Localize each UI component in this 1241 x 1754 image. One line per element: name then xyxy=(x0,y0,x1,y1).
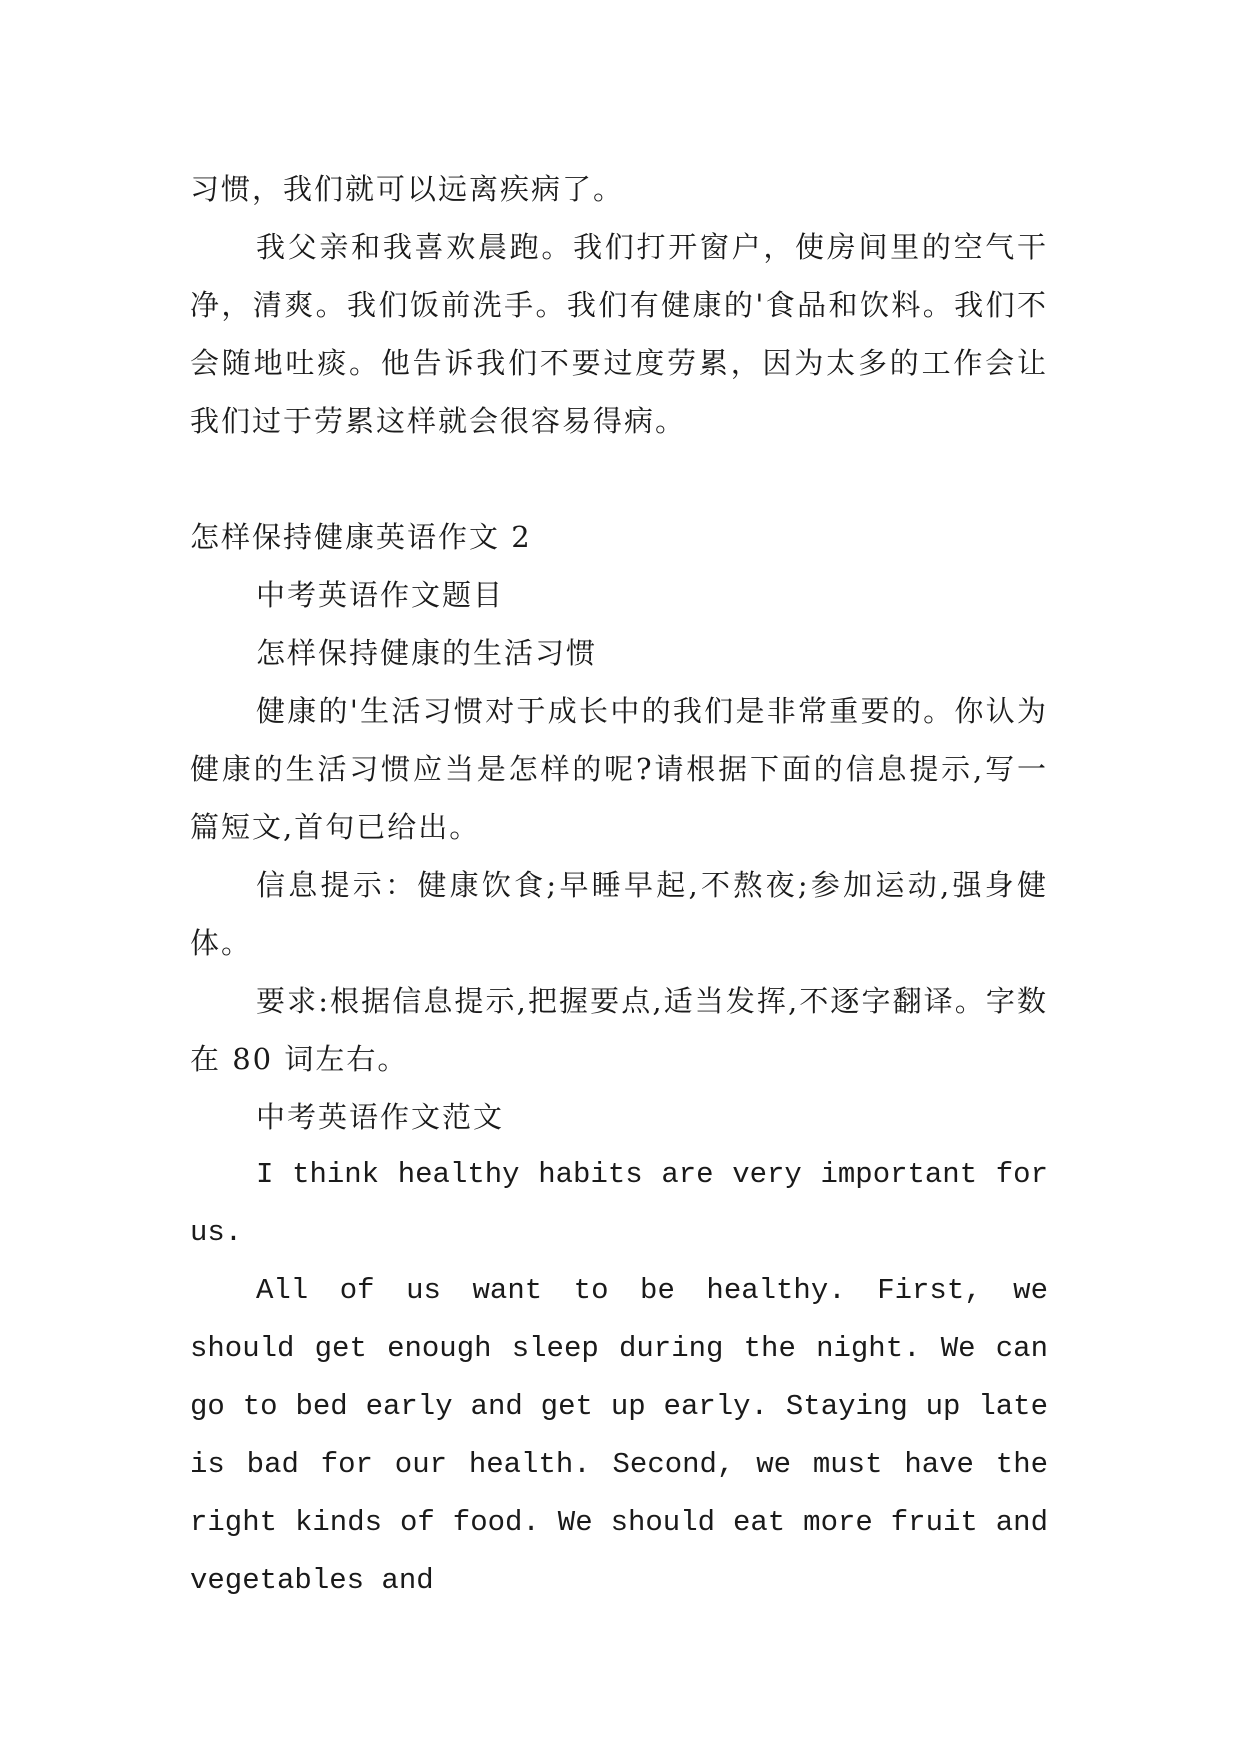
english-body-paragraph: All of us want to be healthy. First, we should get enough sleep during the night. We can go to bed early and get up early. Staying up late is bad for our health. Second, we must have the right kinds of food. We should eat more fruit and vegetables and xyxy=(190,1274,1048,1597)
essay-topic: 怎样保持健康的生活习惯 xyxy=(256,636,598,670)
exam-topic-title: 中考英语作文题目 xyxy=(256,578,505,612)
paragraph-morning-run: 我父亲和我喜欢晨跑。我们打开窗户，使房间里的空气干净，清爽。我们饭前洗手。我们有健康的'食品和饮料。我们不会随地吐痰。他告诉我们不要过度劳累，因为太多的工作会让我们过于劳累这样就会很容易得病。 xyxy=(190,230,1048,438)
paragraph-continuation: 习惯，我们就可以远离疾病了。 xyxy=(190,172,625,206)
paragraph-instructions: 健康的'生活习惯对于成长中的我们是非常重要的。你认为健康的生活习惯应当是怎样的呢?请根据下面的信息提示,写一篇短文,首句已给出。 xyxy=(190,694,1048,844)
sample-essay-title: 中考英语作文范文 xyxy=(256,1100,505,1134)
section-title: 怎样保持健康英语作文 2 xyxy=(190,520,532,554)
paragraph-hints: 信息提示：健康饮食;早睡早起,不熬夜;参加运动,强身健体。 xyxy=(190,868,1048,960)
document-body xyxy=(190,160,1048,1610)
paragraph-gap xyxy=(190,450,1048,508)
english-opening-sentence: I think healthy habits are very important for us. xyxy=(190,1158,1048,1249)
paragraph-requirements: 要求:根据信息提示,把握要点,适当发挥,不逐字翻译。字数在 80 词左右。 xyxy=(190,984,1048,1076)
